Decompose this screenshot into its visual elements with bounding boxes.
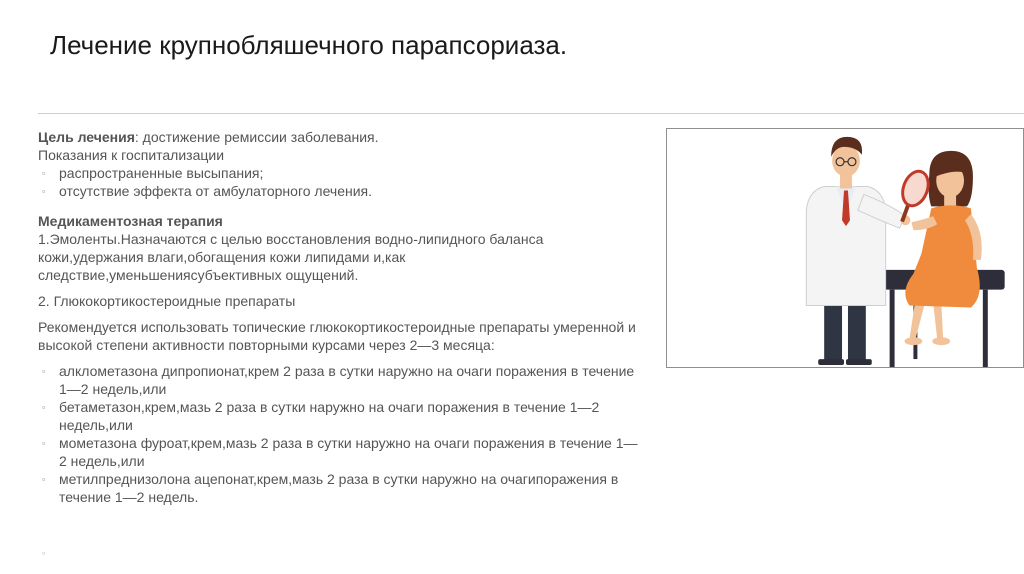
therapy-heading: Медикаментозная терапия — [38, 213, 223, 229]
doctor-examining-patient-illustration — [666, 128, 1024, 368]
magnifier-icon — [898, 168, 933, 223]
illustration-svg — [667, 129, 1023, 367]
drug-list — [38, 362, 638, 506]
list-item: ▫ метилпреднизолона ацепонат,крем,мазь 2 раза в сутки наружно на очагипоражения в течение 1—2 недель. — [42, 471, 619, 505]
hospitalization-heading: Показания к госпитализации — [38, 147, 225, 163]
treatment-goal-label: Цель лечения — [38, 129, 135, 145]
square-bullet-icon: ▫ — [42, 474, 46, 484]
slide-title: Лечение крупнобляшечного парапсориаза. — [50, 30, 568, 60]
content-body — [38, 128, 638, 506]
list-item: ▫ распространенные высыпания; — [42, 165, 264, 181]
doctor-icon — [806, 137, 910, 365]
hospitalization-list — [38, 164, 638, 200]
empty-bullet-icon: ▫ — [42, 548, 46, 558]
list-item: ▫ бетаметазон,крем,мазь 2 раза в сутки наружно на очаги поражения в течение 1—2 недель,или — [42, 399, 600, 433]
recommendation-paragraph: Рекомендуется использовать топические глюкокортикостероидные препараты умеренной и высокой степени активности повторными курсами через 2—3 месяца: — [38, 319, 636, 353]
list-item: ▫ алклометазона дипропионат,крем 2 раза в сутки наружно на очаги поражения в течение 1—2 недель,или — [42, 363, 635, 397]
title-divider — [38, 113, 1024, 114]
square-bullet-icon: ▫ — [42, 402, 46, 412]
steroids-heading: 2. Глюкокортикостероидные препараты — [38, 293, 296, 309]
emollients-paragraph: 1.Эмоленты.Назначаются с целью восстановления водно-липидного баланса кожи,удержания влаги,обогащения кожи липидами и,как следствие,уменьшениясубъективных ощущений. — [38, 231, 544, 283]
square-bullet-icon: ▫ — [42, 168, 46, 178]
list-item: ▫ отсутствие эффекта от амбулаторного лечения. — [42, 183, 373, 199]
list-item: ▫ мометазона фуроат,крем,мазь 2 раза в сутки наружно на очаги поражения в течение 1—2 недель,или — [42, 435, 638, 469]
square-bullet-icon: ▫ — [42, 438, 46, 448]
treatment-goal-text: : достижение ремиссии заболевания. — [134, 129, 379, 145]
square-bullet-icon: ▫ — [42, 186, 46, 196]
square-bullet-icon: ▫ — [42, 366, 46, 376]
treatment-goal — [38, 128, 638, 146]
